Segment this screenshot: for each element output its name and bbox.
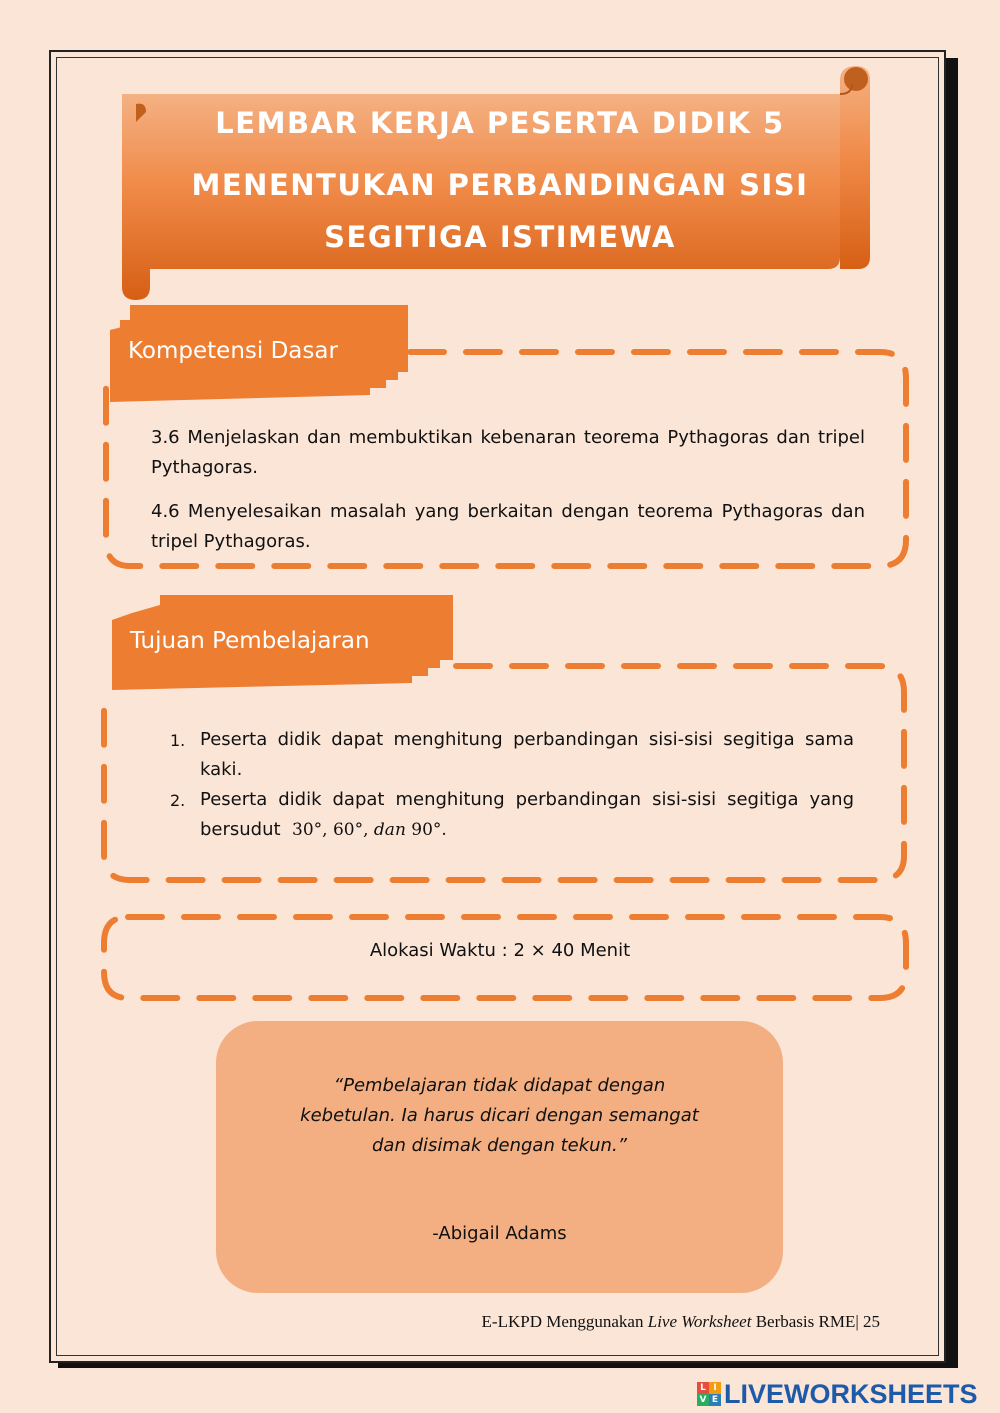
kompetensi-title: Kompetensi Dasar: [128, 338, 338, 364]
liveworksheets-text: LIVEWORKSHEETS: [724, 1378, 978, 1409]
quote-text: [216, 1071, 783, 1161]
footer-pre: E-LKPD Menggunakan: [481, 1312, 648, 1331]
tujuan-item-1-text: Peserta didik dapat menghitung perbandingan sisi-sisi segitiga sama kaki.: [200, 729, 854, 780]
liveworksheets-logo[interactable]: [697, 1379, 978, 1409]
tujuan-item-1-number: 1.: [170, 731, 186, 750]
kompetensi-item-3-6: 3.6 Menjelaskan dan membuktikan kebenaran teorema Pythagoras dan tripel Pythagoras.: [151, 427, 865, 478]
quote-line-1: “Pembelajaran tidak didapat dengan: [333, 1075, 666, 1096]
alokasi-waktu: Alokasi Waktu : 2 × 40 Menit: [369, 940, 631, 961]
quote-line-3: dan disimak dengan tekun.”: [371, 1135, 627, 1156]
quote-line-2: kebetulan. Ia harus dicari dengan semangat: [300, 1105, 699, 1126]
tujuan-item-2-number: 2.: [170, 791, 186, 810]
angle-last: 90°.: [405, 820, 447, 840]
tujuan-item-2: [200, 785, 854, 845]
header-line-3: SEGITIGA ISTIMEWA: [324, 220, 676, 254]
tujuan-item-2-text: Peserta didik dapat menghitung perbandingan sisi-sisi segitiga yang bersudut: [200, 789, 854, 840]
angle-conjunction: dan: [373, 820, 406, 840]
kompetensi-item-4-6: 4.6 Menyelesaikan masalah yang berkaitan dengan teorema Pythagoras dan tripel Pythagoras.: [151, 501, 865, 552]
footer-post: Berbasis RME| 25: [751, 1312, 880, 1331]
quote-box: [216, 1021, 783, 1293]
angle-values: 30°, 60°,: [292, 820, 374, 840]
footer-italic: Live Worksheet: [647, 1312, 752, 1331]
liveworksheets-icon: L I V E: [697, 1382, 721, 1406]
header-line-1: LEMBAR KERJA PESERTA DIDIK 5: [215, 106, 785, 140]
angle-expression: [292, 820, 447, 840]
header-line-2: MENENTUKAN PERBANDINGAN SISI: [191, 168, 809, 202]
quote-author: -Abigail Adams: [432, 1223, 567, 1244]
page-footer: [380, 1312, 880, 1332]
tujuan-title: Tujuan Pembelajaran: [130, 628, 370, 654]
